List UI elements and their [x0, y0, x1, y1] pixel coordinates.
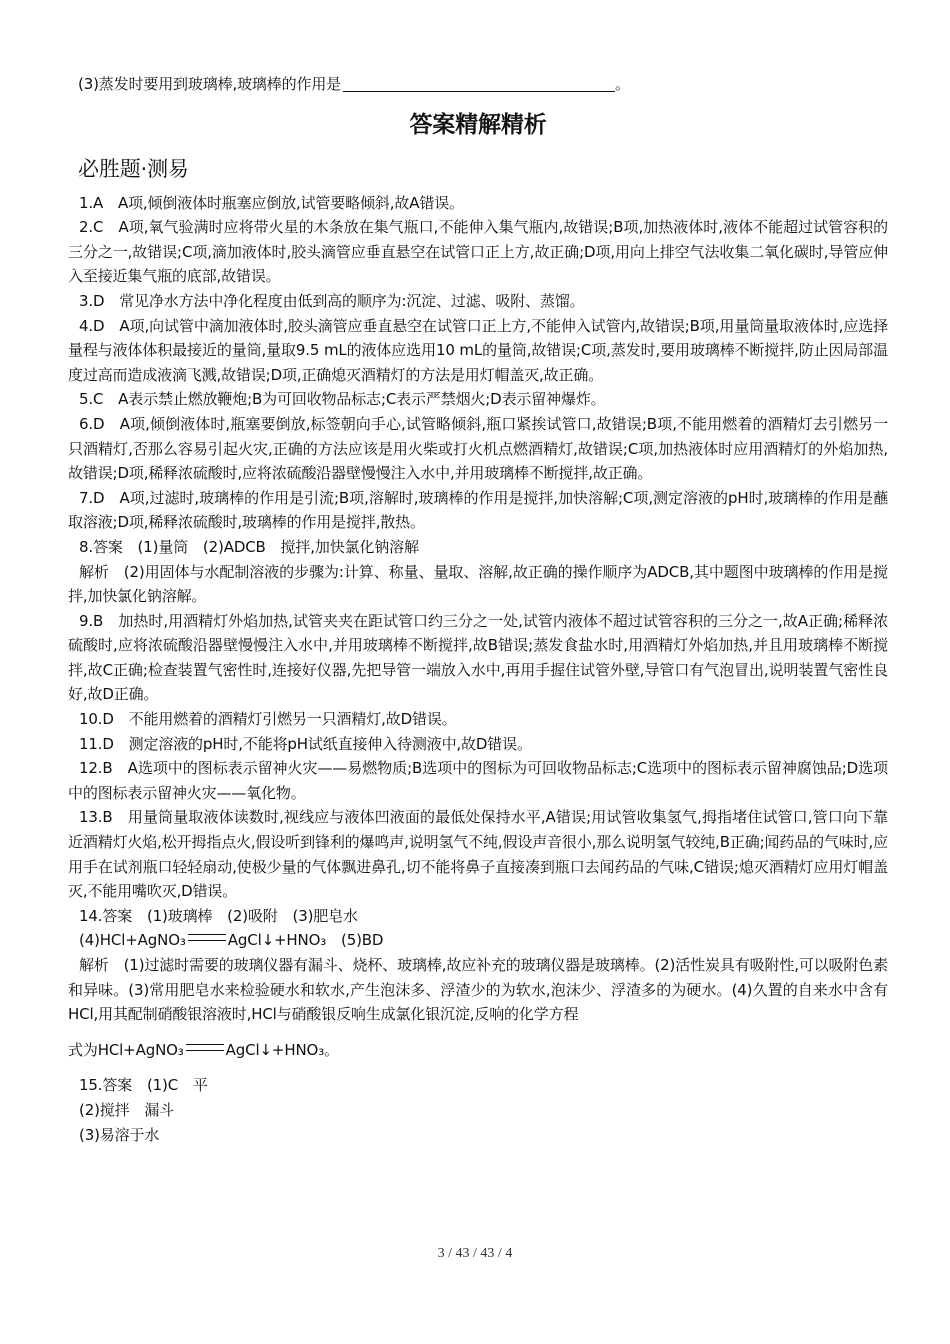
- answer-item-7: 7.D A项,过滤时,玻璃棒的作用是引流;B项,溶解时,玻璃棒的作用是搅拌,加快溶解;C项,测定溶液的pH时,玻璃棒的作用是蘸取溶液;D项,稀释浓硫酸时,玻璃棒的作用是搅拌,散热。: [68, 488, 888, 532]
- answer-item-9: 9.B 加热时,用酒精灯外焰加热,试管夹夹在距试管口约三分之一处,试管内液体不超过试管容积的三分之一,故A正确;稀释浓硫酸时,应将浓硫酸沿器壁慢慢注入水中,并用玻璃棒不断搅拌,故B错误;蒸发食盐水时,用酒精灯外焰加热,并且用玻璃棒不断搅拌,故C正确;检查装置气密性时,连接好仪器,先把导管一端放入水中,再用手握住试管外壁,导管口有气泡冒出,说明装置气密性良好,故D正确。: [68, 611, 888, 704]
- item-14-equation-2: [68, 1038, 888, 1063]
- equation2-right: AgCl↓+HNO₃。: [225, 1040, 339, 1059]
- answer-item-4: 4.D A项,向试管中滴加液体时,胶头滴管应垂直悬空在试管口正上方,不能伸入试管内,故错误;B项,用量筒量取液体时,应选择量程与液体体积最接近的量筒,量取9.5 mL的液体应选用10 mL的量筒,故错误;C项,蒸发时,要用玻璃棒不断搅拌,防止因局部温度过高而造成液滴飞溅,故错误;D项,正确熄灭酒精灯的方法是用灯帽盖灭,故正确。: [68, 316, 888, 384]
- equation-left: (4)HCl+AgNO₃: [79, 931, 186, 950]
- document-page: [68, 72, 888, 1147]
- answer-item-5: 5.C A表示禁止燃放鞭炮;B为可回收物品标志;C表示严禁烟火;D表示留神爆炸。: [79, 390, 606, 409]
- question-3-line: [68, 72, 888, 97]
- answer-item-12: 12.B A选项中的图标表示留神火灾——易燃物质;B选项中的图标为可回收物品标志;C选项中的图标表示留神腐蚀品;D选项中的图标表示留神火灾——氧化物。: [68, 759, 888, 802]
- equation2-sign: [186, 1044, 224, 1051]
- question-3-text: (3)蒸发时要用到玻璃棒,玻璃棒的作用是: [78, 75, 342, 93]
- answer-item-14: 14.答案 (1)玻璃棒 (2)吸附 (3)肥皂水: [79, 906, 358, 925]
- analysis-item-8: 解析 (2)用固体与水配制溶液的步骤为:计算、称量、量取、溶解,故正确的操作顺序为ADCB,其中题图中玻璃棒的作用是搅拌,加快氯化钠溶解。: [68, 562, 888, 606]
- answer-item-11: 11.D 测定溶液的pH时,不能将pH试纸直接伸入待测液中,故D错误。: [79, 734, 532, 753]
- answer-item-15-part-3: (3)易溶于水: [79, 1125, 160, 1144]
- answer-item-15: 15.答案 (1)C 平: [79, 1076, 208, 1095]
- answer-item-1: 1.A A项,倾倒液体时瓶塞应倒放,试管要略倾斜,故A错误。: [79, 193, 464, 212]
- page-title: 答案精解精析: [409, 111, 547, 138]
- equation-sign: [188, 934, 226, 941]
- answer-item-8: 8.答案 (1)量筒 (2)ADCB 搅拌,加快氯化钠溶解: [79, 537, 419, 556]
- answer-item-3: 3.D 常见净水方法中净化程度由低到高的顺序为:沉淀、过滤、吸附、蒸馏。: [79, 291, 585, 310]
- answer-item-6: 6.D A项,倾倒液体时,瓶塞要倒放,标签朝向手心,试管略倾斜,瓶口紧挨试管口,故错误;B项,不能用燃着的酒精灯去引燃另一只酒精灯,否那么容易引起火灾,正确的方法应该是用火柴或打火机点燃酒精灯,故错误;C项,加热液体时应用酒精灯的外焰加热,故错误;D项,稀释浓硫酸时,应将浓硫酸沿器壁慢慢注入水中,并用玻璃棒不断搅拌,故正确。: [68, 414, 888, 483]
- equation-right: AgCl↓+HNO₃ (5)BD: [227, 931, 384, 950]
- section-title: 必胜题·测易: [78, 156, 189, 181]
- question-3-end: 。: [615, 75, 630, 93]
- analysis-item-14: 解析 (1)过滤时需要的玻璃仪器有漏斗、烧杯、玻璃棒,故应补充的玻璃仪器是玻璃棒。(2)活性炭具有吸附性,可以吸附色素和异味。(3)常用肥皂水来检验硬水和软水,产生泡沫多、浮渣少的为软水,泡沫少、浮渣多的为硬水。(4)久置的自来水中含有HCl,用其配制硝酸银溶液时,HCl与硝酸银反响生成氯化银沉淀,反响的化学方程: [68, 956, 888, 1024]
- answer-item-15-part-2: (2)搅拌 漏斗: [79, 1100, 175, 1119]
- item-14-equation: [68, 928, 888, 953]
- page-number: 3 / 43 / 43 / 4: [437, 1246, 513, 1261]
- answer-item-13: 13.B 用量筒量取液体读数时,视线应与液体凹液面的最低处保持水平,A错误;用试管收集氢气,拇指堵住试管口,管口向下靠近酒精灯火焰,松开拇指点火,假设听到锋利的爆鸣声,说明氢气不纯,假设声音很小,那么说明氢气较纯,B正确;闻药品的气味时,应用手在试剂瓶口轻轻扇动,使极少量的气体飘进鼻孔,切不能将鼻子直接凑到瓶口去闻药品的气味,C错误;熄灭酒精灯应用灯帽盖灭,不能用嘴吹灭,D错误。: [68, 808, 888, 901]
- answer-item-2: 2.C A项,氧气验满时应将带火星的木条放在集气瓶口,不能伸入集气瓶内,故错误;B项,加热液体时,液体不能超过试管容积的三分之一,故错误;C项,滴加液体时,胶头滴管应垂直悬空在试管口正上方,故正确;D项,用向上排空气法收集二氧化碳时,导管应伸入至接近集气瓶的底部,故错误。: [68, 218, 888, 286]
- answer-blank: [343, 90, 615, 92]
- equation2-left: 式为HCl+AgNO₃: [68, 1040, 184, 1059]
- answer-item-10: 10.D 不能用燃着的酒精灯引燃另一只酒精灯,故D错误。: [79, 710, 457, 729]
